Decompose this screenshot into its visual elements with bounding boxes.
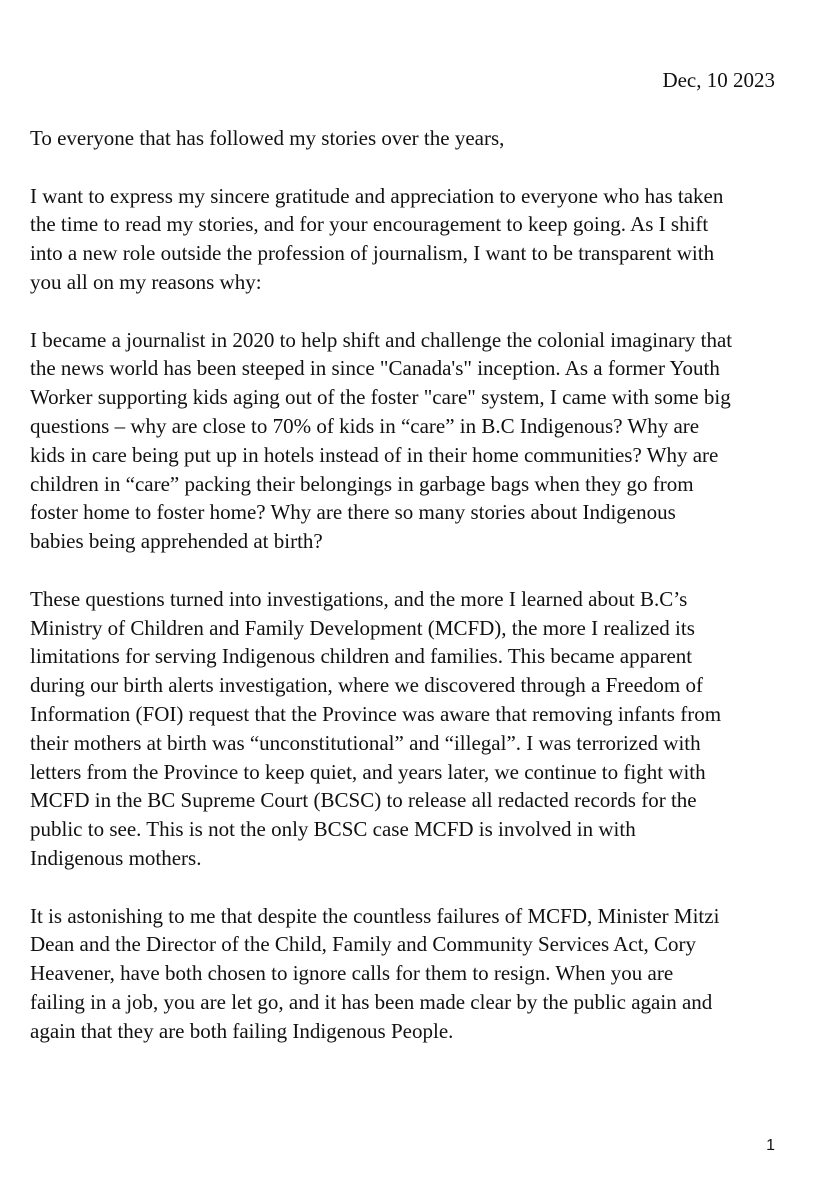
text-line: Information (FOI) request that the Province was aware that removing infants from [30,701,722,726]
text-line: These questions turned into investigations, and the more I learned about B.C’s [30,586,688,611]
text-line: you all on my reasons why: [30,269,262,294]
paragraph-investigations [30,585,798,873]
text-line: To everyone that has followed my stories over the years, [30,126,505,150]
paragraph-journalist-origin [30,326,798,556]
text-line: I want to express my sincere gratitude and appreciation to everyone who has taken [30,183,724,208]
text-line: babies being apprehended at birth? [30,529,323,554]
text-line: into a new role outside the profession of journalism, I want to be transparent with [30,241,715,266]
text-line: Ministry of Children and Family Development (MCFD), the more I realized its [30,615,695,640]
text-line: letters from the Province to keep quiet, and years later, we continue to fight with [30,759,706,784]
text-line: Indigenous mothers. [30,845,202,870]
text-line: MCFD in the BC Supreme Court (BCSC) to release all redacted records for the [30,788,697,813]
letter-date: Dec, 10 2023 [662,68,775,92]
text-line: questions – why are close to 70% of kids in “care” in B.C Indigenous? Why are [30,413,700,438]
text-line: Dean and the Director of the Child, Family and Community Services Act, Cory [30,932,697,957]
paragraph-mcfd-failures [30,902,798,1046]
text-line: limitations for serving Indigenous children and families. This became apparent [30,644,693,669]
text-line: Heavener, have both chosen to ignore calls for them to resign. When you are [30,961,674,986]
letter-body [30,124,798,1074]
text-line: I became a journalist in 2020 to help shift and challenge the colonial imaginary that [30,327,733,352]
text-line: It is astonishing to me that despite the countless failures of MCFD, Minister Mitzi [30,903,720,928]
text-line: failing in a job, you are let go, and it has been made clear by the public again and [30,989,713,1014]
text-line: their mothers at birth was “unconstitutional” and “illegal”. I was terrorized with [30,730,701,755]
text-line: kids in care being put up in hotels instead of in their home communities? Why are [30,442,719,467]
text-line: the time to read my stories, and for your encouragement to keep going. As I shift [30,212,709,237]
salutation [30,124,798,153]
text-line: again that they are both failing Indigenous People. [30,1018,454,1043]
text-line: Worker supporting kids aging out of the foster "care" system, I came with some big [30,385,731,410]
page-number: 1 [766,1137,775,1154]
text-line: foster home to foster home? Why are there so many stories about Indigenous [30,500,676,525]
text-line: the news world has been steeped in since "Canada's" inception. As a former Youth [30,356,720,381]
paragraph-gratitude [30,182,798,297]
text-line: children in “care” packing their belongings in garbage bags when they go from [30,471,694,496]
text-line: public to see. This is not the only BCSC case MCFD is involved in with [30,817,636,842]
text-line: during our birth alerts investigation, where we discovered through a Freedom of [30,673,703,698]
